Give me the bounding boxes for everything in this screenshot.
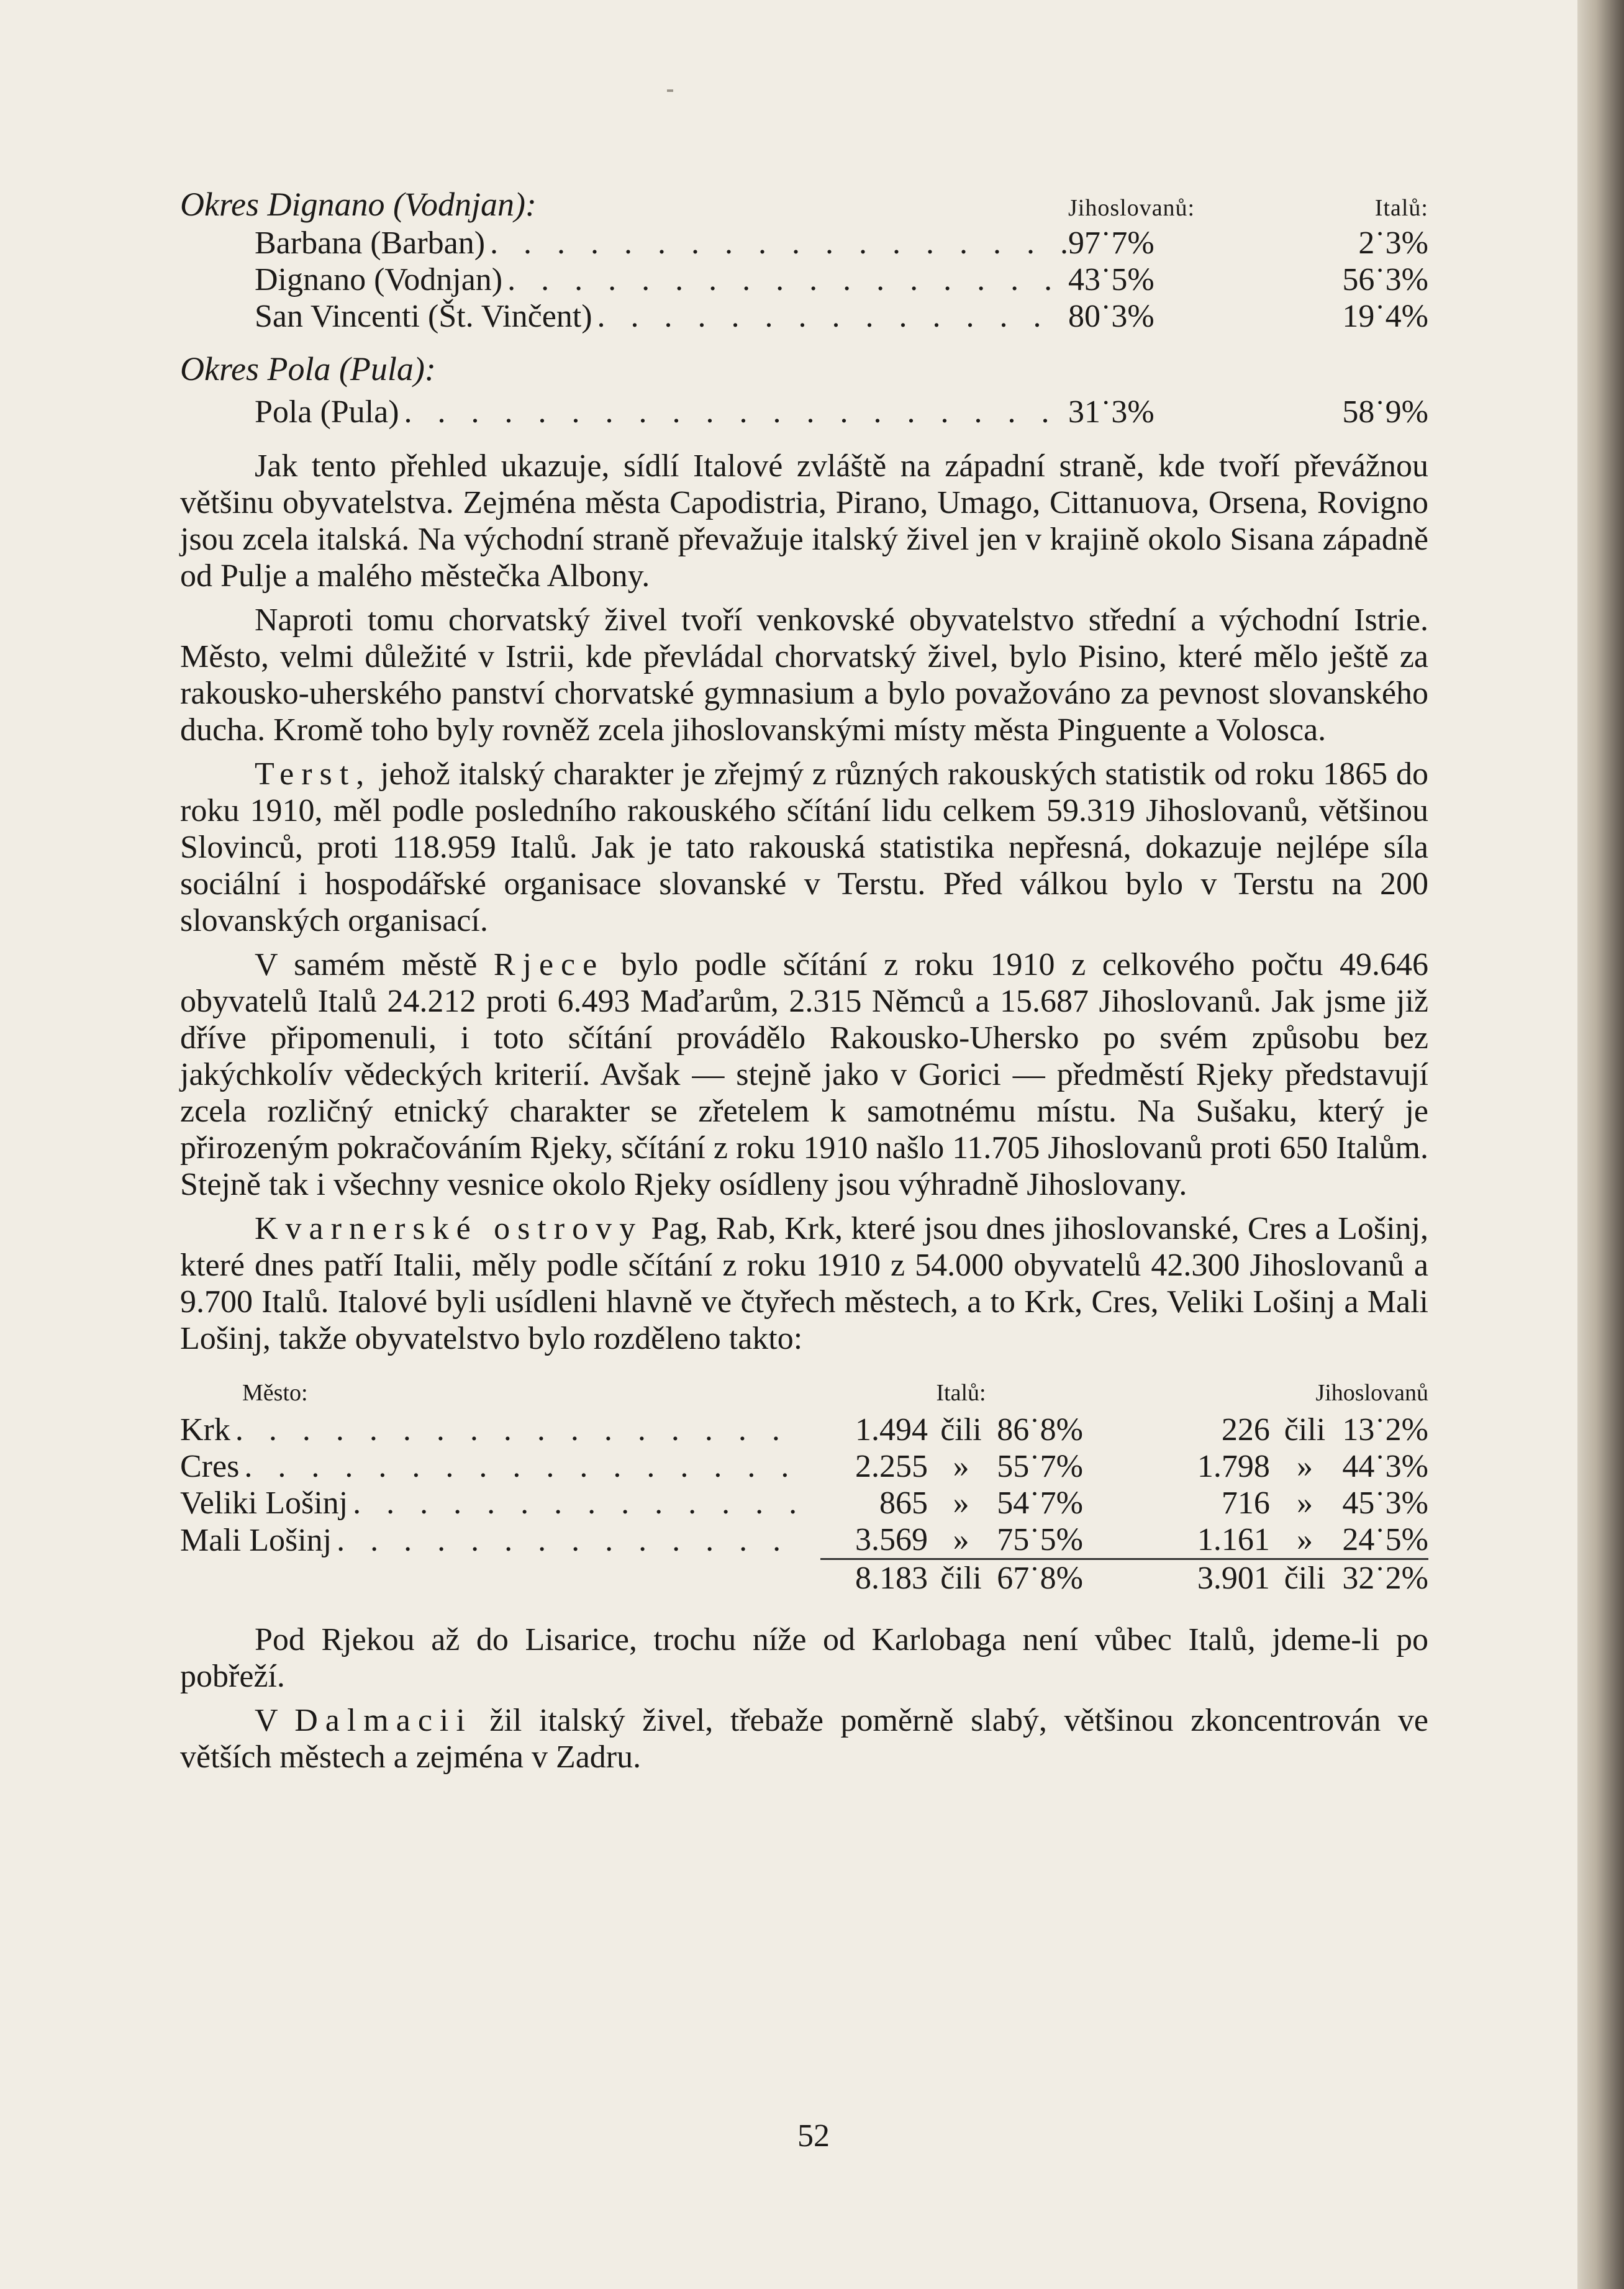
district-title-pola: Okres Pola (Pula): xyxy=(180,350,436,388)
header-city: Město: xyxy=(242,1379,308,1406)
word: čili xyxy=(940,1412,982,1448)
total-ital-percent: 67˙8% xyxy=(994,1559,1083,1597)
ital-percent: 86˙8% xyxy=(997,1412,1083,1448)
ital-count: 865 xyxy=(879,1485,928,1521)
word: » xyxy=(1296,1522,1313,1557)
word: čili xyxy=(1270,1559,1340,1597)
ital-percent: 2˙3% xyxy=(1358,225,1428,261)
slav-percent: 45˙3% xyxy=(1342,1485,1428,1521)
paragraph-lisarica: Pod Rjekou až do Lisarice, trochu níže od Karlobaga není vůbec Italů, jdeme-li po pobřeží. xyxy=(180,1622,1428,1694)
total-slav-percent: 32˙2% xyxy=(1340,1559,1428,1597)
slav-percent: 80˙3% xyxy=(1068,299,1154,334)
leader-dots xyxy=(485,225,1068,261)
word: » xyxy=(953,1449,969,1484)
spaced-word: Kvarnerské ostrovy xyxy=(255,1211,643,1246)
ital-count: 2.255 xyxy=(855,1449,928,1484)
paragraph: Jak tento přehled ukazuje, sídlí Italové zvláště na západní straně, kde tvoří převážnou většinu obyvatelstva. Zejména města Capodistria, Pirano, Umago, Cittanuova, Orsena, Rovigno jsou zcela italská. Na východní straně převažuje italský živel jen v krajině okolo Sisana západně od Pulje a malého městečka Albony. xyxy=(180,448,1428,594)
district-header-dignano xyxy=(180,186,1428,225)
stat-row xyxy=(180,225,1428,261)
word: » xyxy=(1296,1485,1313,1521)
paragraph: Naproti tomu chorvatský živel tvoří venkovské obyvatelstvo střední a východní Istrie. Město, velmi důležité v Istrii, kde převládal chorvatský živel, bylo Pisino, které mělo ještě za rakousko-uherského panství chorvatské gymnasium a bylo považováno za pevnost slovanského ducha. Kromě toho byly rovněž zcela jihoslovanskými místy města Pinguente a Volosca. xyxy=(180,602,1428,748)
spaced-word: Terst, xyxy=(255,756,372,792)
leader-dots xyxy=(239,1448,807,1485)
slav-percent: 31˙3% xyxy=(1068,394,1154,430)
slav-count: 1.161 xyxy=(1197,1522,1270,1557)
paragraph-text: V samém městě xyxy=(255,947,494,982)
slav-count: 226 xyxy=(1221,1412,1270,1448)
header-ital: Italů: xyxy=(936,1379,986,1406)
table-row xyxy=(180,1485,1428,1521)
stat-row xyxy=(180,394,1428,430)
city-name: Mali Lošinj xyxy=(180,1522,332,1558)
stat-row xyxy=(180,261,1428,298)
page-number: 52 xyxy=(797,2118,830,2154)
ital-percent: 54˙7% xyxy=(997,1485,1083,1521)
slav-percent: 43˙5% xyxy=(1068,262,1154,297)
spaced-word: Rjece xyxy=(493,947,605,982)
page-content xyxy=(180,186,1428,1775)
city-name: Krk xyxy=(180,1412,230,1448)
slav-percent: 44˙3% xyxy=(1342,1449,1428,1484)
column-header-ital: Italů: xyxy=(1374,195,1428,221)
paragraph-terst xyxy=(180,756,1428,939)
district-title: Okres Dignano (Vodnjan): xyxy=(180,186,537,223)
ital-percent: 19˙4% xyxy=(1342,299,1428,334)
slav-count: 1.798 xyxy=(1197,1449,1270,1484)
total-ital-count: 8.183 xyxy=(820,1559,928,1597)
paragraph-text: žil italský živel, třebaže poměrně slabý, většinou zkoncentrován ve větších městech a zejména v Zadru. xyxy=(180,1703,1428,1775)
city-name: Veliki Lošinj xyxy=(180,1485,348,1521)
leader-dots xyxy=(230,1412,807,1448)
slav-percent: 97˙7% xyxy=(1068,225,1154,261)
total-slav-count: 3.901 xyxy=(1083,1559,1270,1597)
leader-dots xyxy=(399,394,1068,430)
place-name: San Vincenti (Št. Vinčent) xyxy=(255,299,592,334)
leader-dots xyxy=(592,298,1068,335)
place-name: Pola (Pula) xyxy=(255,394,399,430)
ital-count: 1.494 xyxy=(855,1412,928,1448)
islands-table xyxy=(180,1374,1428,1597)
leader-dots xyxy=(332,1522,807,1559)
table-total-row xyxy=(180,1559,1428,1597)
paragraph-text: Pag, Rab, Krk, které jsou dnes jihoslovanské, Cres a Lošinj, které dnes patří Italii, měly podle sčítání z roku 1910 z 54.000 obyvatelů 42.300 Jihoslovanů a 9.700 Italů. Italové byli usídleni hlavně ve čtyřech městech, a to Krk, Cres, Veliki Lošinj a Mali Lošinj, takže obyvatelstvo bylo rozděleno takto: xyxy=(180,1211,1428,1356)
place-name: Dignano (Vodnjan) xyxy=(255,262,503,297)
word: čili xyxy=(1284,1412,1326,1448)
ital-percent: 56˙3% xyxy=(1342,262,1428,297)
column-header-slav: Jihoslovanů: xyxy=(1068,195,1195,221)
print-mark xyxy=(667,89,673,92)
spaced-word: Dalmacii xyxy=(294,1703,473,1738)
slav-count: 716 xyxy=(1221,1485,1270,1521)
ital-percent: 58˙9% xyxy=(1342,394,1428,430)
stat-row xyxy=(180,298,1428,335)
place-name: Barbana (Barban) xyxy=(255,225,486,261)
table-row xyxy=(180,1412,1428,1448)
table-row xyxy=(180,1521,1428,1559)
table-row xyxy=(180,1448,1428,1485)
leader-dots xyxy=(502,261,1068,298)
paragraph-text: bylo podle sčítání z roku 1910 z celkového počtu 49.646 obyvatelů Italů 24.212 proti 6.493 Maďarům, 2.315 Němců a 15.687 Jihoslovanů. Jak jsme již dříve připomenuli, i toto sčítání provádělo Rakousko-Uhersko po svém způsobu bez jakýchkolív vědeckých kriterií. Avšak — stejně jako v Gorici — předměstí Rjeky představují zcela rozličný etnický charakter se zřetelem k samotnému místu. Na Sušaku, který je přirozeným pokračováním Rjeky, sčítání z roku 1910 našlo 11.705 Jihoslovanů proti 650 Italům. Stejně tak i všechny vesnice okolo Rjeky osídleny jsou výhradně Jihoslovany. xyxy=(180,947,1429,1202)
paragraph-text: jehož italský charakter je zřejmý z různých rakouských statistik od roku 1865 do roku 1910, měl podle posledního rakouského sčítání lidu celkem 59.319 Jihoslovanů, většinou Slovinců, proti 118.959 Italů. Jak je tato rakouská statistika nepřesná, dokazuje nejlépe síla sociální i hospodářské organisace slovanské v Terstu. Před válkou bylo v Terstu na 200 slovanských organisací. xyxy=(180,756,1428,938)
paragraph-text: V xyxy=(255,1703,295,1738)
slav-percent: 24˙5% xyxy=(1342,1522,1428,1557)
ital-percent: 55˙7% xyxy=(997,1449,1083,1484)
slav-percent: 13˙2% xyxy=(1342,1412,1428,1448)
body-text-end xyxy=(180,1621,1428,1775)
city-name: Cres xyxy=(180,1449,240,1484)
paragraph-dalmacie xyxy=(180,1702,1428,1775)
header-slav: Jihoslovanů xyxy=(1315,1379,1428,1406)
word: » xyxy=(953,1522,969,1557)
table-header xyxy=(180,1374,1428,1412)
leader-dots xyxy=(348,1485,807,1521)
ital-percent: 75˙5% xyxy=(997,1522,1083,1557)
word: čili xyxy=(928,1559,994,1597)
paragraph-rijeka xyxy=(180,946,1428,1203)
ital-count: 3.569 xyxy=(855,1522,928,1557)
paragraph-kvarner xyxy=(180,1210,1428,1357)
body-text xyxy=(180,448,1428,1357)
word: » xyxy=(1296,1449,1313,1484)
word: » xyxy=(953,1485,969,1521)
book-spine-edge xyxy=(1577,0,1624,2289)
